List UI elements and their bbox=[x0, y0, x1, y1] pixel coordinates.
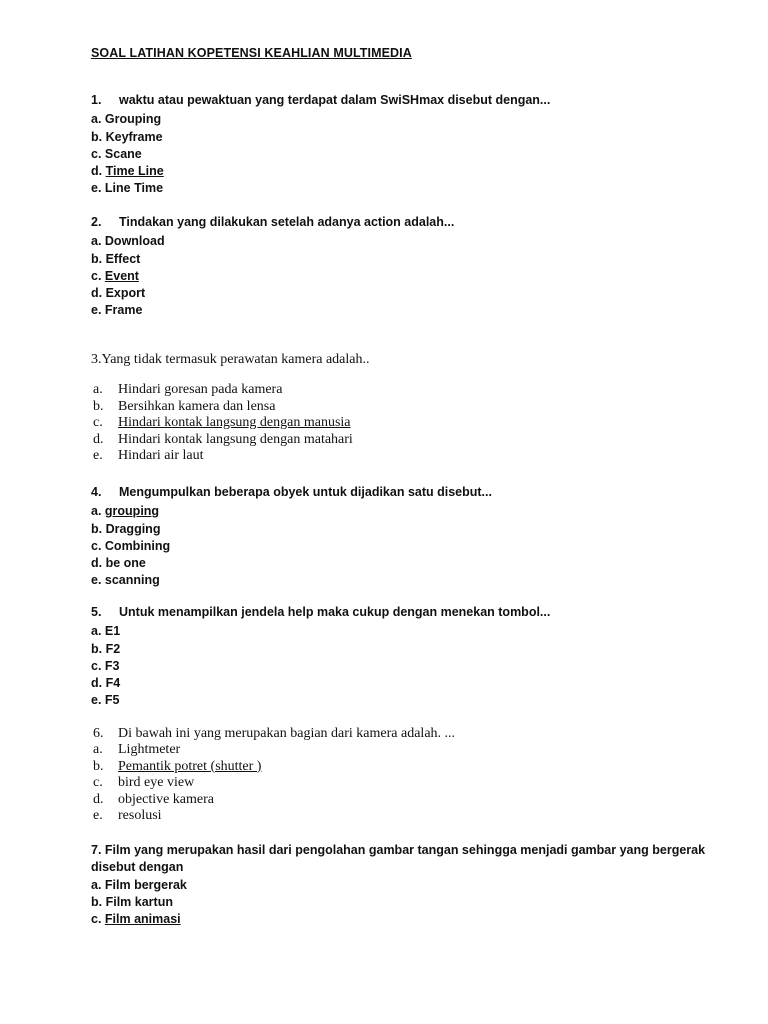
question-6-option-d: d. objective kamera bbox=[93, 791, 215, 807]
question-5-option-c: c. F3 bbox=[91, 658, 120, 673]
question-3-option-e: e. Hindari air laut bbox=[93, 447, 204, 463]
question-5 bbox=[91, 604, 731, 710]
question-1-option-b: b. Keyframe bbox=[91, 129, 163, 144]
question-1-option-a: a. Grouping bbox=[91, 112, 162, 127]
answer-underline: Film animasi bbox=[104, 912, 181, 927]
answer-underline: Pemantik potret (shutter ) bbox=[118, 758, 262, 774]
question-5-stem: 5. Untuk menampilkan jendela help maka cukup dengan menekan tombol... bbox=[91, 605, 551, 619]
question-6-option-a: a. Lightmeter bbox=[93, 742, 181, 758]
question-3-stem: 3.Yang tidak termasuk perawatan kamera adalah.. bbox=[91, 352, 370, 367]
question-5-option-b: b. F2 bbox=[91, 641, 121, 656]
question-3-option-b: b. Bersihkan kamera dan lensa bbox=[93, 398, 276, 414]
question-1-option-c: c. Scane bbox=[91, 146, 142, 161]
question-6 bbox=[91, 726, 731, 824]
question-7-stem-line-1: 7. Film yang merupakan hasil dari pengolahan gambar tangan sehingga menjadi gambar yang bergerak bbox=[91, 843, 706, 857]
question-4-option-c: c. Combining bbox=[91, 538, 171, 553]
question-7-stem-line-2: disebut dengan bbox=[91, 860, 184, 875]
question-5-option-d: d. F4 bbox=[91, 676, 121, 691]
question-6-option-e: e. resolusi bbox=[93, 807, 162, 823]
answer-underline: Event bbox=[104, 268, 139, 283]
question-4-stem: 4. Mengumpulkan beberapa obyek untuk dijadikan satu disebut... bbox=[91, 485, 492, 499]
document-title: SOAL LATIHAN KOPETENSI KEAHLIAN MULTIMEDIA bbox=[91, 46, 412, 60]
question-1-option-d: d. Time Line bbox=[91, 164, 164, 179]
question-7-option-b: b. Film kartun bbox=[91, 894, 173, 909]
question-2-option-c: c. Event bbox=[91, 268, 139, 283]
question-6-option-c: c. bird eye view bbox=[93, 775, 195, 791]
question-1-stem: 1. waktu atau pewaktuan yang terdapat dalam SwiSHmax disebut dengan... bbox=[91, 93, 551, 107]
question-7-option-c: c. Film animasi bbox=[91, 912, 181, 927]
question-6-option-b: b. Pemantik potret (shutter ) bbox=[93, 758, 262, 774]
question-3-option-c: c. Hindari kontak langsung dengan manusia bbox=[93, 415, 351, 431]
question-2-option-a: a. Download bbox=[91, 234, 165, 249]
question-3 bbox=[91, 352, 731, 464]
question-1 bbox=[91, 92, 731, 198]
question-2-option-d: d. Export bbox=[91, 286, 146, 301]
question-4-option-e: e. scanning bbox=[91, 573, 160, 588]
question-4-option-a: a. grouping bbox=[91, 504, 160, 519]
question-7-option-a: a. Film bergerak bbox=[91, 877, 187, 892]
question-2-option-e: e. Frame bbox=[91, 303, 143, 318]
question-3-option-d: d. Hindari kontak langsung dengan matahari bbox=[93, 431, 353, 447]
question-2-stem: 2. Tindakan yang dilakukan setelah adanya action adalah... bbox=[91, 215, 455, 229]
question-2-option-b: b. Effect bbox=[91, 251, 141, 266]
answer-underline: grouping bbox=[104, 504, 160, 519]
question-7 bbox=[91, 842, 711, 928]
question-6-stem: 6. Di bawah ini yang merupakan bagian dari kamera adalah. ... bbox=[93, 726, 456, 741]
answer-underline: Hindari kontak langsung dengan manusia bbox=[118, 415, 351, 431]
question-3-option-a: a. Hindari goresan pada kamera bbox=[93, 382, 283, 398]
question-2 bbox=[91, 214, 731, 320]
question-4-option-b: b. Dragging bbox=[91, 521, 161, 536]
question-4-option-d: d. be one bbox=[91, 556, 146, 571]
question-4 bbox=[91, 484, 731, 590]
question-5-option-e: e. F5 bbox=[91, 693, 120, 708]
question-1-option-e: e. Line Time bbox=[91, 181, 164, 196]
question-5-option-a: a. E1 bbox=[91, 624, 121, 639]
answer-underline: Time Line bbox=[105, 164, 164, 179]
